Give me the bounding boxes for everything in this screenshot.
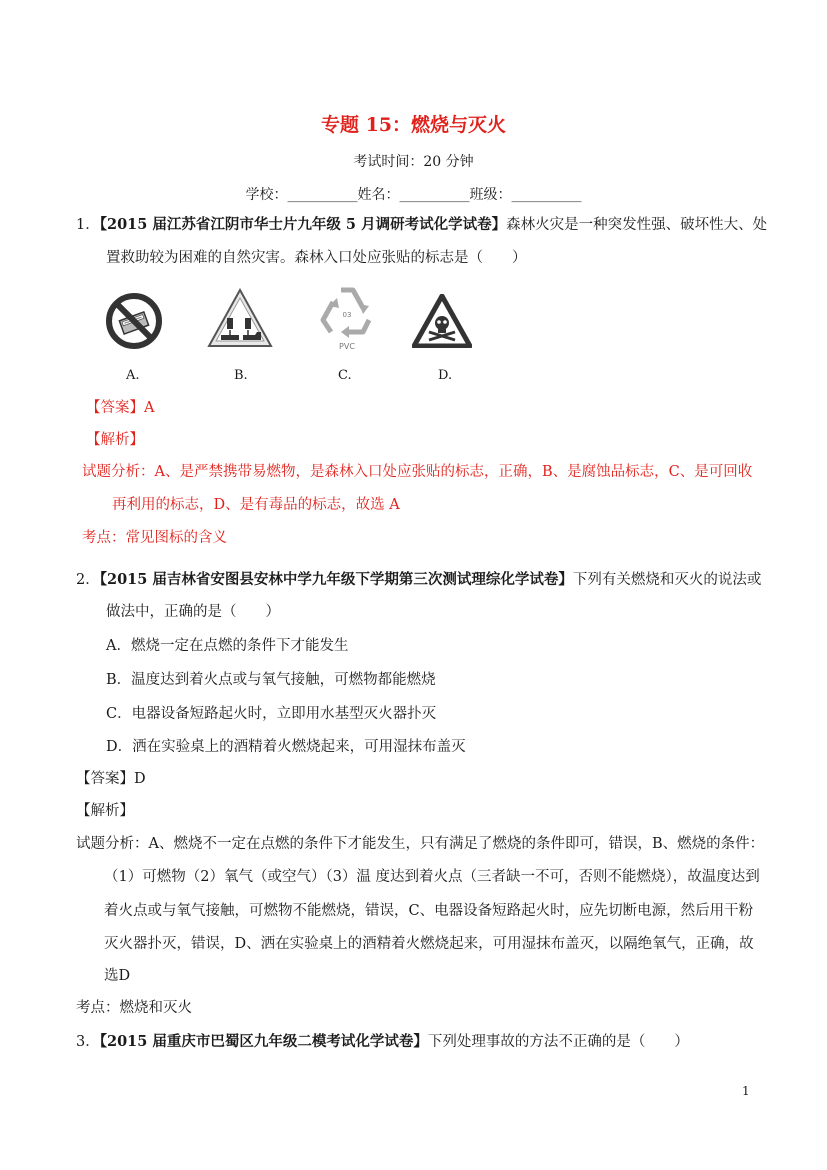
question-2-line-1 <box>76 570 761 590</box>
answer-2: 【答案】D <box>76 771 146 787</box>
question-stem: 森林火灾是一种突发性强、破坏性大、处 <box>506 217 768 233</box>
analysis-label-1: 【解析】 <box>86 432 144 448</box>
question-1-line-2: 置救助较为困难的自然灾害。森林入口处应张贴的标志是（ ） <box>106 250 527 266</box>
analysis-2-line-2: （1）可燃物（2）氧气（或空气）（3）温 度达到着火点（三者缺一不可，否则不能燃烧），故温度达到 <box>104 869 760 885</box>
analysis-2-line-1: 试题分析：A、燃烧不一定在点燃的条件下才能发生，只有满足了燃烧的条件即可，错误，B、燃烧的条件： <box>76 836 765 852</box>
answer-1: 【答案】A <box>86 400 155 416</box>
option-d-label: D. <box>438 368 453 383</box>
analysis-2-line-4: 灭火器扑灭，错误，D、洒在实验桌上的酒精着火燃烧起来，可用湿抹布盖灭，以隔绝氧气，正确，故 <box>104 936 754 952</box>
option-a: A．燃烧一定在点燃的条件下才能发生 <box>106 638 349 654</box>
question-number: 1． <box>76 217 100 233</box>
no-flammables-icon <box>105 292 163 350</box>
student-info-fields: 学校：__________姓名：__________班级：__________ <box>245 187 582 203</box>
recycle-code: 03 <box>342 311 352 319</box>
analysis-2-line-5: 选D <box>104 968 131 984</box>
analysis-1-line-1: 试题分析：A、是严禁携带易燃物，是森林入口处应张贴的标志，正确，B、是腐蚀品标志，C、是可回收 <box>82 464 753 480</box>
option-a-label: A. <box>126 368 140 383</box>
page-number: 1 <box>742 1084 750 1098</box>
analysis-2-line-3: 着火点或与氧气接触，可燃物不能燃烧，错误，C、电器设备短路起火时，应先切断电源，然后用干粉 <box>104 903 754 919</box>
knowledge-point-2: 考点：燃烧和灭火 <box>76 1000 192 1016</box>
page-title: 专题 15：燃烧与灭火 <box>320 114 507 136</box>
question-source: 【2015 届江苏省江阴市华士片九年级 5 月调研考试化学试卷】 <box>99 216 507 233</box>
recycle-label: PVC <box>339 342 355 351</box>
question-1-line-1 <box>76 215 767 235</box>
option-c: C．电器设备短路起火时，立即用水基型灭火器扑灭 <box>106 706 437 722</box>
option-b: B．温度达到着火点或与氧气接触，可燃物都能燃烧 <box>106 672 436 688</box>
option-b-label: B. <box>234 368 248 383</box>
question-stem: 下列有关燃烧和灭火的说法或 <box>572 572 762 588</box>
question-2-line-2: 做法中，正确的是（ ） <box>106 604 280 620</box>
option-c-label: C. <box>338 368 352 383</box>
recycle-pvc-icon <box>317 284 377 352</box>
option-d: D．洒在实验桌上的酒精着火燃烧起来，可用湿抹布盖灭 <box>106 739 466 755</box>
analysis-1-line-2: 再利用的标志，D、是有毒品的标志，故选 A <box>112 497 400 513</box>
analysis-label-2: 【解析】 <box>76 803 134 819</box>
question-number: 3． <box>76 1034 100 1050</box>
toxic-skull-icon <box>412 294 472 348</box>
question-source: 【2015 届吉林省安图县安林中学九年级下学期第三次测试理综化学试卷】 <box>99 571 573 588</box>
question-source: 【2015 届重庆市巴蜀区九年级二模考试化学试卷】 <box>99 1033 428 1050</box>
question-stem: 下列处理事故的方法不正确的是（ ） <box>427 1034 689 1050</box>
question-number: 2． <box>76 572 100 588</box>
knowledge-point-1: 考点：常见图标的含义 <box>82 530 227 546</box>
question-3-line-1 <box>76 1032 689 1052</box>
corrosive-icon <box>207 288 273 348</box>
exam-time: 考试时间：20 分钟 <box>353 154 474 170</box>
